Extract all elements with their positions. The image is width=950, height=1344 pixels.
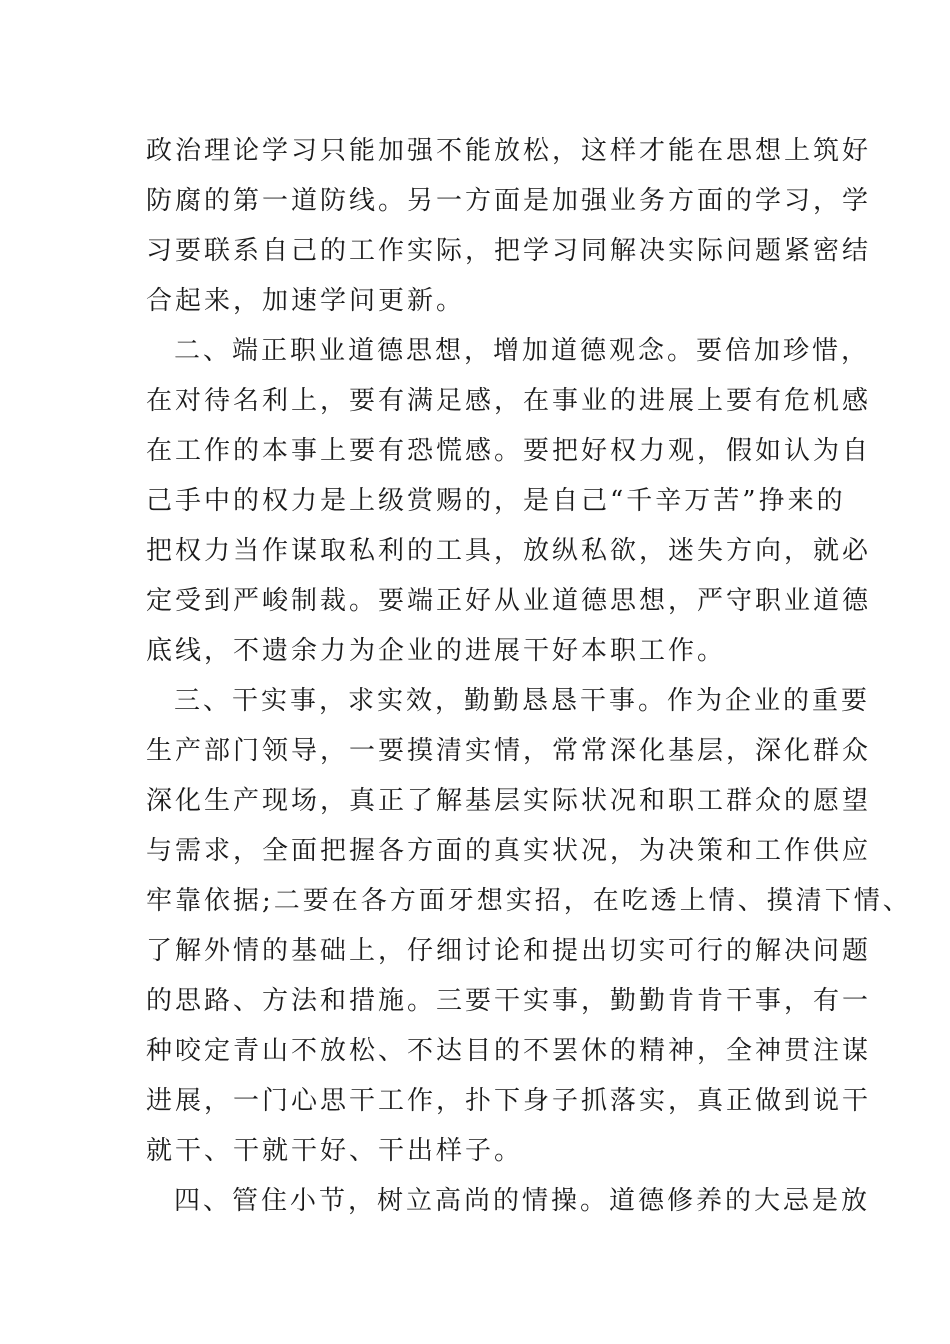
- text-line: 牢靠依据;二要在各方面牙想实招，在吃透上情、摸清下情、: [146, 886, 912, 916]
- text-line: 在工作的本事上要有恐慌感。要把好权力观，假如认为自: [146, 436, 872, 466]
- paragraph-start-line: 四、管住小节，树立高尚的情操。道德修养的大忌是放: [174, 1186, 871, 1216]
- text-line: 与需求，全面把握各方面的真实状况，为决策和工作供应: [146, 836, 872, 866]
- text-line: 种咬定青山不放松、不达目的不罢休的精神，全神贯注谋: [146, 1036, 872, 1066]
- paragraph-start-line: 三、干实事，求实效，勤勤恳恳干事。作为企业的重要: [174, 686, 871, 716]
- text-line: 己手中的权力是上级赏赐的，是自己“千辛万苦”挣来的: [146, 486, 846, 516]
- text-line: 进展，一门心思干工作，扑下身子抓落实，真正做到说干: [146, 1086, 872, 1116]
- body-text: [146, 126, 912, 1226]
- text-line: 底线，不遗余力为企业的进展干好本职工作。: [146, 636, 727, 666]
- text-line: 合起来，加速学问更新。: [146, 286, 466, 316]
- text-line: 把权力当作谋取私利的工具，放纵私欲，迷失方向，就必: [146, 536, 872, 566]
- text-line: 就干、干就干好、干出样子。: [146, 1136, 524, 1166]
- text-line: 生产部门领导，一要摸清实情，常常深化基层，深化群众: [146, 736, 872, 766]
- text-line: 在对待名利上，要有满足感，在事业的进展上要有危机感: [146, 386, 872, 416]
- text-line: 深化生产现场，真正了解基层实际状况和职工群众的愿望: [146, 786, 872, 816]
- text-line: 习要联系自己的工作实际，把学习同解决实际问题紧密结: [146, 236, 872, 266]
- text-line: 防腐的第一道防线。另一方面是加强业务方面的学习，学: [146, 186, 872, 216]
- text-line: 的思路、方法和措施。三要干实事，勤勤肯肯干事，有一: [146, 986, 872, 1016]
- paragraph-start-line: 二、端正职业道德思想，增加道德观念。要倍加珍惜，: [174, 336, 871, 366]
- text-line: 了解外情的基础上，仔细讨论和提出切实可行的解决问题: [146, 936, 872, 966]
- text-line: 政治理论学习只能加强不能放松，这样才能在思想上筑好: [146, 136, 872, 166]
- text-line: 定受到严峻制裁。要端正好从业道德思想，严守职业道德: [146, 586, 872, 616]
